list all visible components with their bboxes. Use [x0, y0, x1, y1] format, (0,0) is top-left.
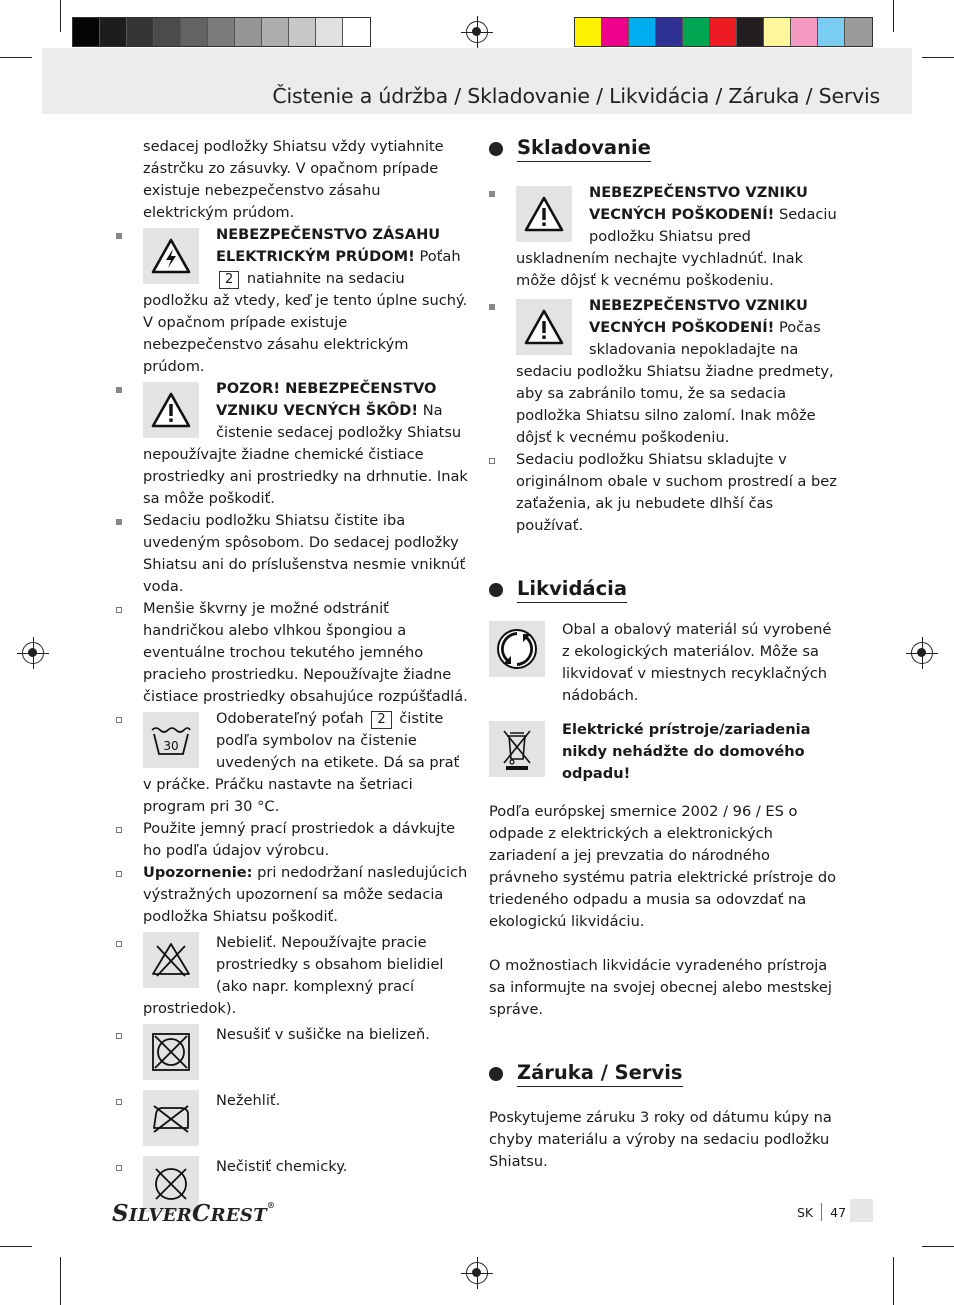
registration-mark-icon [22, 642, 44, 664]
color-swatch [710, 18, 737, 46]
footer-divider [821, 1203, 822, 1221]
crop-mark [922, 57, 954, 58]
color-swatch [845, 18, 872, 46]
color-swatch [656, 18, 683, 46]
color-swatch [764, 18, 791, 46]
part-reference: 2 [219, 271, 239, 289]
bullet-square-icon [116, 519, 122, 525]
color-swatch [262, 18, 289, 46]
bullet-square-icon [116, 233, 122, 239]
color-swatch [235, 18, 262, 46]
warning-title: NEBEZPEČENSTVO VZNIKU VECNÝCH POŠKODENÍ! [589, 297, 808, 336]
list-item [116, 1024, 468, 1080]
list-item [116, 224, 468, 378]
disposal-weee [489, 719, 841, 785]
registration-mark-icon [466, 21, 488, 43]
do-not-iron-icon [143, 1090, 199, 1146]
section-title-warranty: Záruka / Servis [517, 1061, 683, 1087]
bullet-box-icon [116, 1165, 122, 1171]
warning-triangle-icon [516, 186, 572, 242]
bullet-box-icon [116, 1033, 122, 1039]
crop-mark [0, 1246, 32, 1247]
warning-title: NEBEZPEČENSTVO ZÁSAHU ELEKTRICKÝM PRÚDOM! [216, 226, 441, 265]
wash-30-icon [143, 712, 199, 768]
crop-mark [893, 1257, 894, 1305]
intro-paragraph: sedacej podložky Shiatsu vždy vytiahnite zástrčku zo zásuvky. V opačnom prípade existuje nebezpečenstvo zásahu elektrickým prúdom. [143, 138, 444, 221]
list-item [116, 932, 468, 1020]
registration-mark-icon [911, 642, 933, 664]
section-heading [489, 136, 841, 162]
disposal-packaging-text: Obal a obalový materiál sú vyrobené z ekologických materiálov. Môže sa likvidovať v miestnych recyklačných nádobách. [562, 621, 832, 704]
color-swatch [818, 18, 845, 46]
bullet-dot-icon [489, 583, 503, 597]
gray-swatch-strip [72, 17, 371, 47]
left-column [116, 136, 468, 1212]
crop-mark [893, 0, 894, 32]
crop-mark [0, 57, 32, 58]
list-item [489, 449, 841, 537]
warning-title: NEBEZPEČENSTVO VZNIKU VECNÝCH POŠKODENÍ! [589, 184, 808, 223]
color-swatch [100, 18, 127, 46]
color-swatch [289, 18, 316, 46]
bullet-dot-icon [489, 142, 503, 156]
do-not-tumble-dry-icon [143, 1024, 199, 1080]
disposal-directive-text: Podľa európskej smernice 2002 / 96 / ES o odpade z elektrických a elektronických zariadení a jej prevzatia do národného právneho systému patria elektrické prístroje do triedeného odpadu a musia sa odovzdať na ekologickú likvidáciu. [489, 803, 837, 930]
warning-triangle-icon [516, 299, 572, 355]
list-item-text: Nečistiť chemicky. [216, 1158, 348, 1175]
bullet-square-icon [116, 387, 122, 393]
bullet-square-icon [489, 191, 495, 197]
list-item-text: pri nedodržaní nasledujúcich výstražných upozornení sa môže sedacia podložka Shiatsu poškodiť. [143, 864, 468, 925]
part-reference: 2 [371, 711, 391, 729]
warning-triangle-icon [143, 382, 199, 438]
section-heading [489, 577, 841, 603]
list-item-text: Nesušiť v sušičke na bielizeň. [216, 1026, 430, 1043]
list-item [116, 378, 468, 510]
list-item-text: Použite jemný prací prostriedok a dávkujte ho podľa údajov výrobcu. [143, 820, 456, 859]
crop-mark [922, 1246, 954, 1247]
electric-hazard-icon [143, 228, 199, 284]
language-code: SK [797, 1204, 814, 1220]
list-item [116, 862, 468, 928]
bullet-box-icon [116, 717, 122, 723]
list-item-text: čistite podľa symbolov na čistenie uvedených na etikete. Dá sa prať v práčke. Práčku nastavte na šetriaci program pri 30 °C. [143, 710, 460, 815]
crop-mark [60, 0, 61, 32]
disposal-options-text: O možnostiach likvidácie vyradeného prístroja sa informujte na svojej obecnej alebo mestskej správe. [489, 957, 832, 1018]
bullet-square-icon [489, 304, 495, 310]
color-swatch [683, 18, 710, 46]
bullet-dot-icon [489, 1067, 503, 1081]
page-number: 47 [830, 1204, 847, 1220]
color-swatch-strip [574, 17, 873, 47]
color-swatch [181, 18, 208, 46]
list-item [489, 295, 841, 449]
color-swatch [791, 18, 818, 46]
green-dot-recycle-icon [489, 621, 545, 677]
bullet-box-icon [116, 827, 122, 833]
color-swatch [575, 18, 602, 46]
color-swatch [629, 18, 656, 46]
bullet-box-icon [489, 458, 495, 464]
footer-info [797, 1203, 846, 1221]
page-title: Čistenie a údržba / Skladovanie / Likvidácia / Záruka / Servis [272, 84, 880, 108]
warning-text: natiahnite na sedaciu podložku až vtedy, keď je tento úplne suchý. V opačnom prípade existuje nebezpečenstvo zásahu elektrickým prúdom. [143, 270, 468, 375]
color-swatch [127, 18, 154, 46]
crossed-bin-icon [489, 721, 545, 777]
warning-text: Na čistenie sedacej podložky Shiatsu nepoužívajte žiadne chemické čistiace prostriedky ani prostriedky na drhnutie. Inak sa môže poškodiť. [143, 402, 468, 507]
disposal-weee-text: Elektrické prístroje/zariadenia nikdy nehádžte do domového odpadu! [562, 721, 811, 782]
wash-temperature: 30 [163, 739, 179, 753]
section-title-storage: Skladovanie [517, 136, 651, 162]
list-item-text: Sedaciu podložku Shiatsu skladujte v originálnom obale v suchom prostredí a bez zaťaženia, ak ju nebudete dlhší čas používať. [516, 451, 837, 534]
list-item-text: Nebieliť. Nepoužívajte pracie prostriedky s obsahom bielidiel (ako napr. komplexný prací prostriedok). [143, 934, 444, 1017]
list-item [116, 708, 468, 818]
list-item-text: Nežehliť. [216, 1092, 281, 1109]
bullet-box-icon [116, 871, 122, 877]
do-not-bleach-icon [143, 932, 199, 988]
bullet-box-icon [116, 941, 122, 947]
color-swatch [208, 18, 235, 46]
list-item-text: Odoberateľný poťah [216, 710, 364, 727]
section-heading [489, 1061, 841, 1087]
list-item [116, 598, 468, 708]
bullet-box-icon [116, 1099, 122, 1105]
note-title: Upozornenie: [143, 864, 253, 881]
color-swatch [73, 18, 100, 46]
silvercrest-logo: SILVERCREST® [112, 1200, 276, 1227]
footer-tab [850, 1199, 873, 1222]
warning-text: Poťah [419, 248, 461, 265]
list-item [116, 818, 468, 862]
list-item [116, 510, 468, 598]
color-swatch [602, 18, 629, 46]
color-swatch [316, 18, 343, 46]
warranty-text: Poskytujeme záruku 3 roky od dátumu kúpy na chyby materiálu a výroby na sedaciu podložku Shiatsu. [489, 1109, 832, 1170]
warning-text: Sedaciu podložku Shiatsu pred uskladnením nechajte vychladnúť. Inak môže dôjsť k vecnému poškodeniu. [516, 206, 837, 289]
crop-mark [60, 1257, 61, 1305]
right-column [489, 136, 841, 1173]
section-title-disposal: Likvidácia [517, 577, 627, 603]
disposal-packaging [489, 619, 841, 707]
warning-text: Počas skladovania nepokladajte na sedaciu podložku Shiatsu žiadne predmety, aby sa zabránilo tomu, že sa sedacia podložka Shiatsu silno zalomí. Inak môže dôjsť k vecnému poškodeniu. [516, 319, 834, 446]
list-item [489, 182, 841, 292]
color-swatch [154, 18, 181, 46]
color-swatch [343, 18, 370, 46]
bullet-box-icon [116, 607, 122, 613]
list-item [116, 1090, 468, 1146]
list-item-text: Sedaciu podložku Shiatsu čistite iba uvedeným spôsobom. Do sedacej podložky Shiatsu ani do príslušenstva nesmie vniknúť voda. [143, 512, 466, 595]
warning-title: POZOR! NEBEZPEČENSTVO VZNIKU VECNÝCH ŠKÔD! [216, 380, 437, 419]
registration-mark-icon [466, 1262, 488, 1284]
list-item-text: Menšie škvrny je možné odstrániť handričkou alebo vlhkou špongiou a eventuálne trochou tekutého jemného pracieho prostriedku. Nepoužívajte žiadne čistiace prostriedky obsahujúce rozpúšťadlá. [143, 600, 468, 705]
color-swatch [737, 18, 764, 46]
